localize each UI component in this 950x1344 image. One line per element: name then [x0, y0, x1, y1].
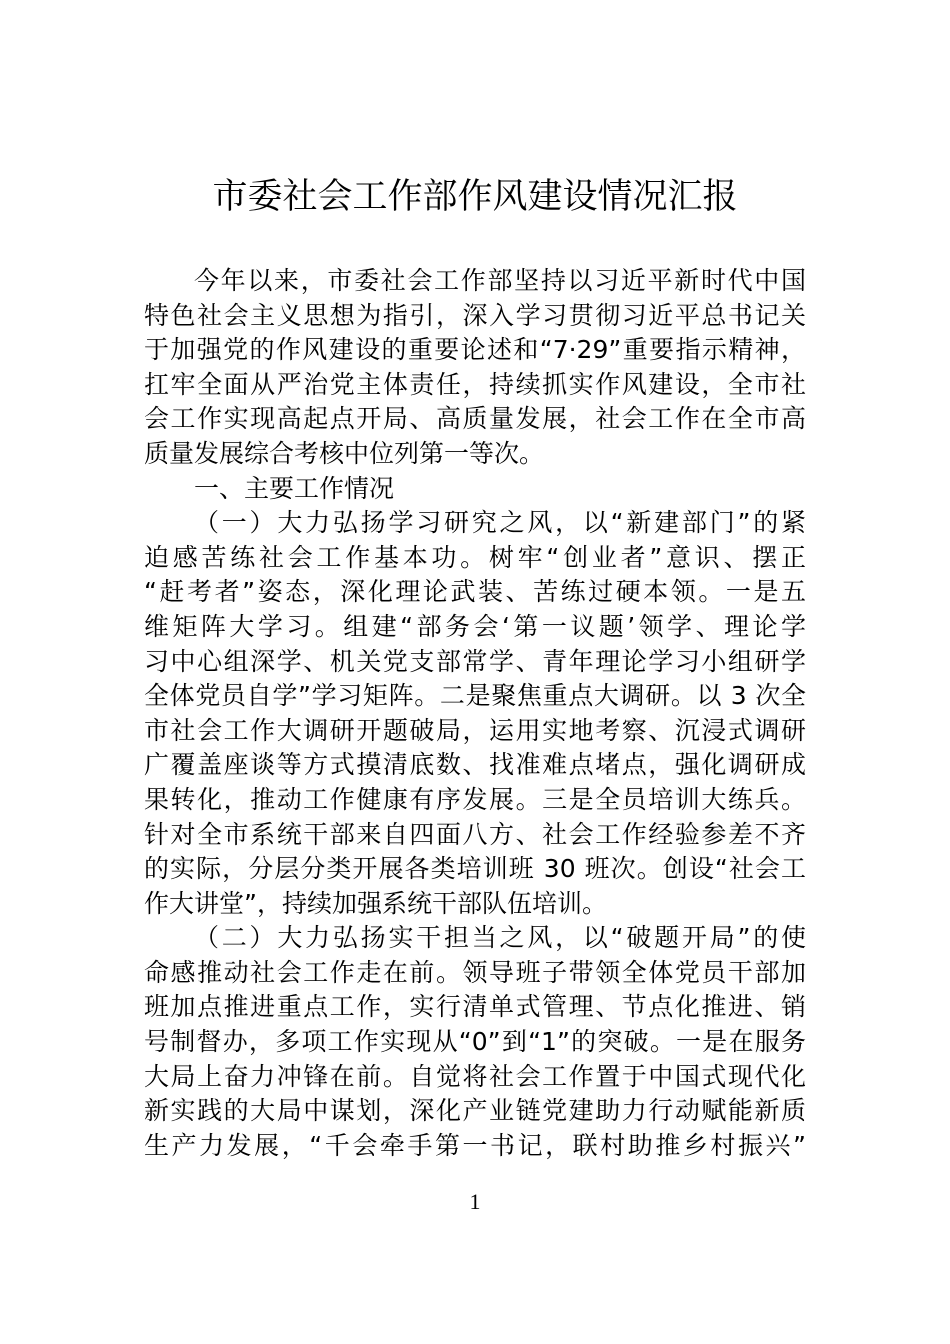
body-line: （一）大力弘扬学习研究之风，以“新建部门”的紧: [194, 508, 806, 538]
body-line: 大局上奋力冲锋在前。自觉将社会工作置于中国式现代化: [144, 1061, 806, 1091]
section-heading: 一、主要工作情况: [194, 473, 395, 503]
body-line: 号制督办，多项工作实现从“0”到“1”的突破。一是在服务: [144, 1027, 806, 1057]
body-line: 扛牢全面从严治党主体责任，持续抓实作风建设，全市社: [144, 369, 806, 399]
body-line: 生产力发展，“千会牵手第一书记，联村助推乡村振兴”: [144, 1130, 806, 1160]
body-line: 作大讲堂”，持续加强系统干部队伍培训。: [144, 888, 607, 918]
body-line: 维矩阵大学习。组建“部务会‘第一议题’领学、理论学: [144, 611, 806, 641]
body-line: 命感推动社会工作走在前。领导班子带领全体党员干部加: [144, 957, 806, 987]
body-line: 习中心组深学、机关党支部常学、青年理论学习小组研学: [144, 646, 806, 676]
body-line: 果转化，推动工作健康有序发展。三是全员培训大练兵。: [144, 784, 806, 814]
body-line: 针对全市系统干部来自四面八方、社会工作经验参差不齐: [144, 819, 806, 849]
page-number: 1: [469, 1189, 481, 1214]
document-body: [144, 264, 806, 1163]
body-line: 广覆盖座谈等方式摸清底数、找准难点堵点，强化调研成: [144, 750, 806, 780]
body-line: 今年以来，市委社会工作部坚持以习近平新时代中国: [194, 266, 806, 295]
body-line: 质量发展综合考核中位列第一等次。: [144, 438, 545, 468]
body-line: 会工作实现高起点开局、高质量发展，社会工作在全市高: [144, 404, 806, 434]
body-line: （二）大力弘扬实干担当之风，以“破题开局”的使: [194, 923, 806, 953]
body-line: 特色社会主义思想为指引，深入学习贯彻习近平总书记关: [144, 300, 806, 330]
body-line: 市社会工作大调研开题破局，运用实地考察、沉浸式调研: [144, 715, 806, 745]
body-line: 班加点推进重点工作，实行清单式管理、节点化推进、销: [144, 992, 806, 1022]
body-line: 新实践的大局中谋划，深化产业链党建助力行动赋能新质: [144, 1096, 806, 1126]
body-line: 的实际，分层分类开展各类培训班 30 班次。创设“社会工: [144, 854, 806, 884]
body-line: 全体党员自学”学习矩阵。二是聚焦重点大调研。以 3 次全: [144, 681, 806, 711]
document-title: 市委社会工作部作风建设情况汇报: [212, 177, 738, 217]
body-line: 迫感苦练社会工作基本功。树牢“创业者”意识、摆正: [144, 542, 806, 572]
body-line: “赶考者”姿态，深化理论武装、苦练过硬本领。一是五: [144, 577, 806, 607]
body-line: 于加强党的作风建设的重要论述和“7·29”重要指示精神，: [144, 335, 806, 365]
